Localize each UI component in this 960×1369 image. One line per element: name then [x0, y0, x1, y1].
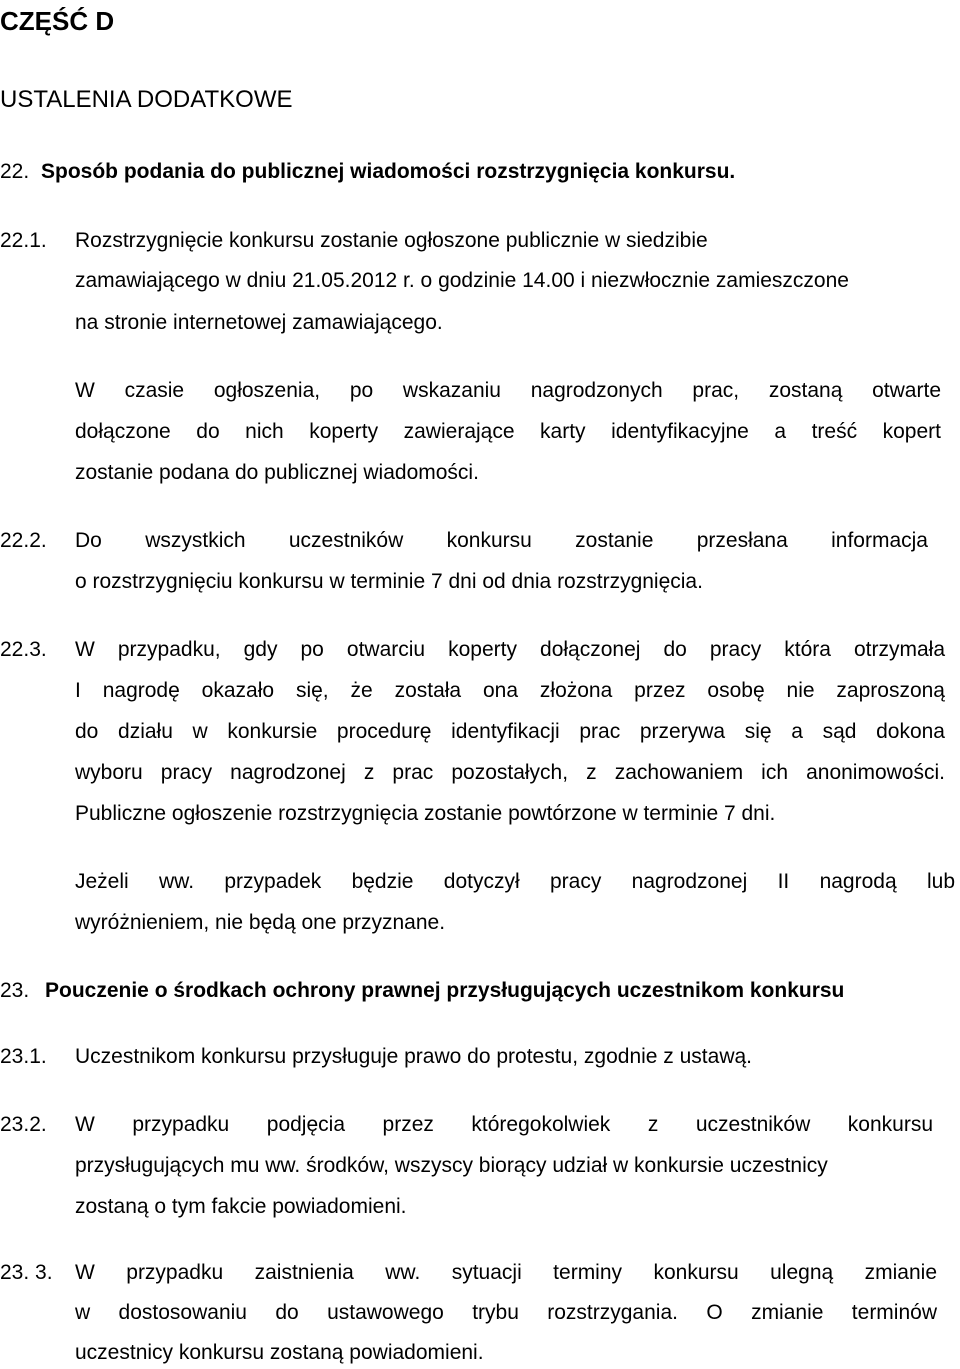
- section-22-number: 22.: [0, 160, 30, 183]
- section-23-2-line: przysługujących mu ww. środków, wszyscy biorący udział w konkursie uczestnicy: [75, 1154, 828, 1177]
- section-23-3-number: 23. 3.: [0, 1261, 53, 1284]
- section-22-3-line: do działu w konkursie procedurę identyfikacji prac przerywa się a sąd dokona: [75, 720, 945, 743]
- section-22-3-line: Publiczne ogłoszenie rozstrzygnięcia zostanie powtórzone w terminie 7 dni.: [75, 802, 776, 825]
- section-22-3-para2-line: wyróżnieniem, nie będą one przyznane.: [75, 911, 446, 934]
- section-22-3-number: 22.3.: [0, 638, 47, 661]
- section-23-title: Pouczenie o środkach ochrony prawnej przysługujących uczestnikom konkursu: [45, 979, 845, 1002]
- section-22-2-line: Do wszystkich uczestników konkursu zostanie przesłana informacja: [75, 529, 928, 552]
- section-23-2-line: zostaną o tym fakcie powiadomieni.: [75, 1195, 407, 1218]
- section-22-1-line: na stronie internetowej zamawiającego.: [75, 311, 443, 334]
- section-23-number: 23.: [0, 979, 30, 1002]
- section-23-2-number: 23.2.: [0, 1113, 47, 1136]
- section-22-3-para2-line: Jeżeli ww. przypadek będzie dotyczył pracy nagrodzonej II nagrodą lub: [75, 870, 955, 893]
- section-22-3-line: wyboru pracy nagrodzonej z prac pozostałych, z zachowaniem ich anonimowości.: [75, 761, 945, 784]
- section-22-1-number: 22.1.: [0, 229, 47, 252]
- section-22-2-number: 22.2.: [0, 529, 47, 552]
- section-23-1-line: Uczestnikom konkursu przysługuje prawo do protestu, zgodnie z ustawą.: [75, 1045, 753, 1068]
- section-23-3-line: W przypadku zaistnienia ww. sytuacji terminy konkursu ulegną zmianie: [75, 1261, 937, 1284]
- section-22-1-line: Rozstrzygnięcie konkursu zostanie ogłoszone publicznie w siedzibie: [75, 229, 708, 252]
- section-22-1-line: zamawiającego w dniu 21.05.2012 r. o godzinie 14.00 i niezwłocznie zamieszczone: [75, 269, 849, 292]
- section-22-3-line: W przypadku, gdy po otwarciu koperty dołączonej do pracy która otrzymała: [75, 638, 945, 661]
- section-23-2-line: W przypadku podjęcia przez któregokolwiek z uczestników konkursu: [75, 1113, 933, 1136]
- section-22-2-line: o rozstrzygnięciu konkursu w terminie 7 dni od dnia rozstrzygnięcia.: [75, 570, 703, 593]
- section-22-1-para2-line: W czasie ogłoszenia, po wskazaniu nagrodzonych prac, zostaną otwarte: [75, 379, 941, 402]
- section-title: USTALENIA DODATKOWE: [0, 86, 293, 113]
- section-23-1-number: 23.1.: [0, 1045, 47, 1068]
- section-23-3-line: uczestnicy konkursu zostaną powiadomieni.: [75, 1341, 484, 1364]
- section-23-3-line: w dostosowaniu do ustawowego trybu rozstrzygania. O zmianie terminów: [75, 1301, 937, 1324]
- section-22-1-para2-line: zostanie podana do publicznej wiadomości.: [75, 461, 479, 484]
- part-title: CZĘŚĆ D: [0, 6, 115, 36]
- section-22-3-line: I nagrodę okazało się, że została ona złożona przez osobę nie zaproszoną: [75, 679, 945, 702]
- section-22-1-para2-line: dołączone do nich koperty zawierające karty identyfikacyjne a treść kopert: [75, 420, 941, 443]
- section-22-title: Sposób podania do publicznej wiadomości rozstrzygnięcia konkursu.: [41, 160, 736, 183]
